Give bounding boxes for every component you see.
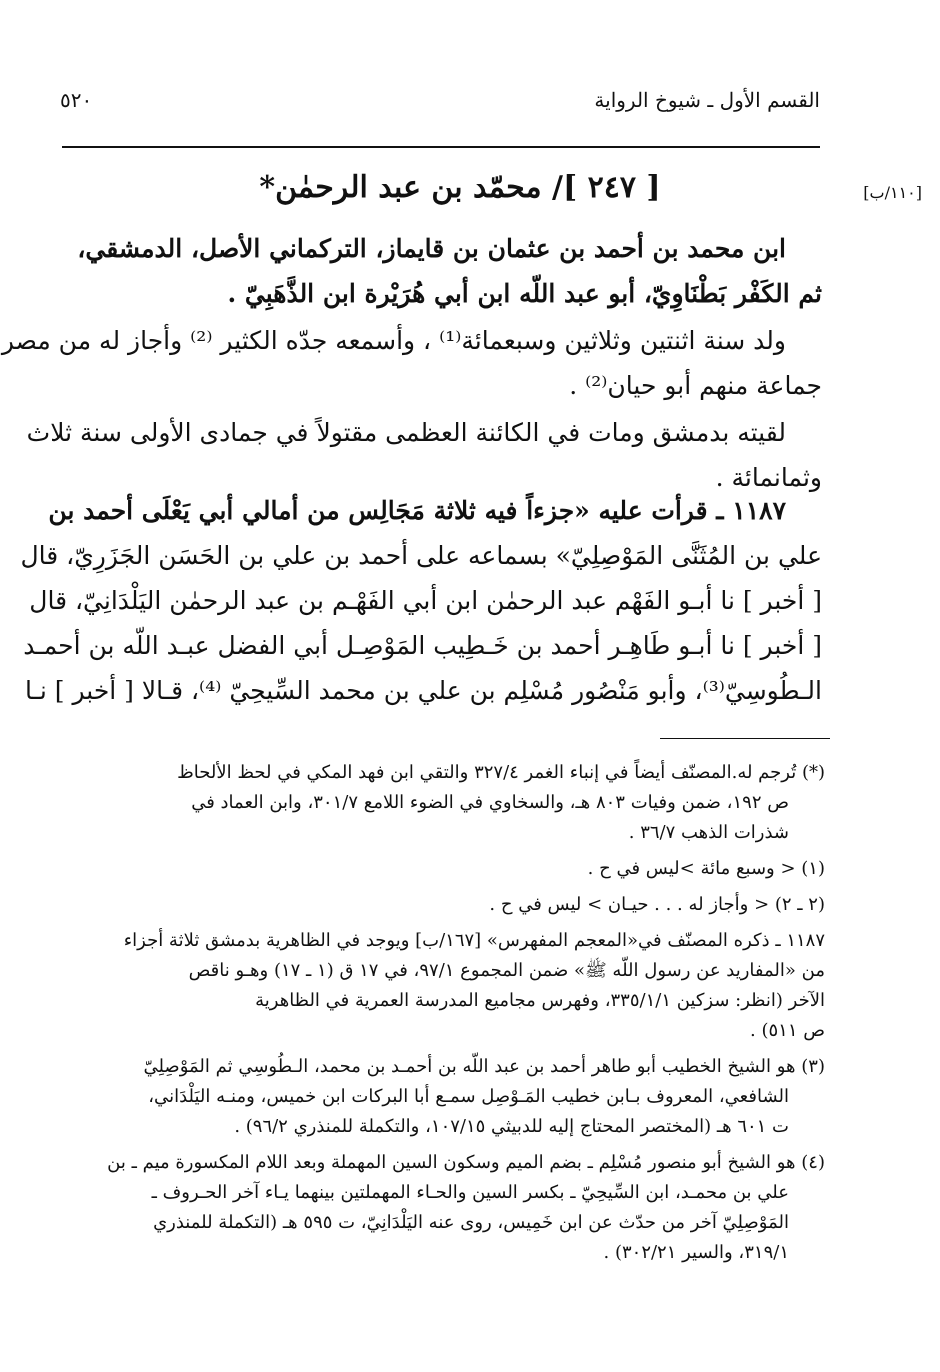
manuscript-folio-reference: [١١٠/ب] [863,183,922,202]
footnote-line: ص ٥١١) . [750,1020,825,1041]
entry-title: [ ٢٤٧ ]/ محمّد بن عبد الرحمٰن* [259,170,661,205]
hadith-1187-paragraph [20,488,822,713]
footnote-1187 [60,926,825,1046]
footnote-line: المَوْصِلِيّ آخر من حدّث عن ابن خَمِيس، روى عنه اليَلْدَانِيّ، ت ٥٩٥ هـ (التكملة للمنذري [153,1212,789,1233]
footnote-line: علي بن محمـد، ابن السِّيحِيّ ـ بكسر السين والحـاء المهملتين بينهما يـاء آخر الحـروف ـ [151,1182,789,1203]
birth-paragraph [1,318,822,408]
page-number: ٥٢٠ [60,88,93,112]
footnote-3 [60,1052,825,1142]
footnote-star [60,758,825,848]
footnote-2 [60,890,825,920]
footnote-line: (٣) هو الشيخ الخطيب أبو طاهر أحمد بن عبد اللّه بن أحمـد بن محمد، الـطُوسِي ثم المَوْصِلِيّ [143,1056,825,1077]
footnote-line: (١) < وسبع مائة >ليس في ح . [587,858,825,879]
footnote-line: (٤) هو الشيخ أبو منصور مُسْلِم ـ بضم الميم وسكون السين المهملة وبعد اللام المكسورة ميم ـ بن [107,1152,825,1173]
header-divider [62,146,820,148]
footnote-line: من «المفاريد عن رسول اللّه ﷺ» ضمن المجموع ٩٧/١، في ١٧ ق (١ ـ ١٧) وهـو ناقص [188,960,825,981]
footnotes [60,758,825,1274]
footnote-line: ٣١٩/١، والسير ٣٠٢/٢١) . [603,1242,789,1263]
footnote-line: الآخر (انظر: سزكين ٣٣٥/١/١، وفهرس مجاميع المدرسة العمرية في الظاهرية [255,990,825,1011]
text-line: وثمانمائة . [715,463,822,492]
footnote-line: ت ٦٠١ هـ (المختصر المحتاج إليه للدبيثي ١٠٧/١٥، والتكملة للمنذري ٩٦/٢) . [234,1116,789,1137]
running-header [60,88,820,128]
footnote-4 [60,1148,825,1268]
text-line: جماعة منهم أبو حيان⁽²⁾ . [569,371,822,400]
text-line: ثم الكَفْر بَطْنَاوِيّ، أبو عبد اللّه ابن أبي هُرَيْرة ابن الذَّهَبِيّ . [227,279,822,308]
footnote-line: (*) تُرجم له.المصنّف أيضاً في إنباء الغمر ٣٢٧/٤ والتقي ابن فهد المكي في لحظ الألحاظ [177,762,825,783]
text-line: ابن محمد بن أحمد بن عثمان بن قايماز، التركماني الأصل، الدمشقي، [77,234,786,263]
footnote-line: الشافعي، المعروف بـابن خطيب المَـوْصِل سمـع أبا البركات ابن خميس، ومنـه اليَلْدَاني، [148,1086,789,1107]
text-line: لقيته بدمشق ومات في الكائنة العظمى مقتولاً في جمادى الأولى سنة ثلاث [26,418,786,447]
section-title: القسم الأول ـ شيوخ الرواية [594,88,820,112]
footnote-divider [660,738,830,739]
text-line: [ أخبر ] نا أبـو الفَهْم عبد الرحمٰن ابن أبي الفَهْـم بن عبد الرحمٰن اليَلْدَانِيّ، قال [29,586,822,615]
text-line: ولد سنة اثنتين وثلاثين وسبعمائة⁽¹⁾ ، وأسمعه جدّه الكثير ⁽²⁾ وأجاز له من مصر [1,326,786,355]
footnote-line: (٢ ـ ٢) < وأجاز له . . . حيـان > ليس في ح . [489,894,825,915]
footnote-line: شذرات الذهب ٣٦/٧ . [628,822,789,843]
text-line: الـطُوسِيّ⁽³⁾، وأبو مَنْصُور مُسْلِم بن علي بن محمد السِّيحِيّ ⁽⁴⁾، قـالا [ أخبر ] نـا [24,676,822,705]
text-line: ١١٨٧ ـ قرأت عليه «جزءاً فيه ثلاثة مَجَالِس من أمالي أبي يَعْلَى أحمد بن [48,496,786,525]
footnote-1 [60,854,825,884]
text-line: علي بن المُثَنَّى المَوْصِلِيّ» بسماعه على أحمد بن علي بن الحَسَن الجَزَرِيّ، قال [20,541,822,570]
footnote-line: ١١٨٧ ـ ذكره المصنّف في«المعجم المفهرس» [١٦٧/ب] ويوجد في الظاهرية بدمشق ثلاثة أجزاء [123,930,825,951]
entry-intro-paragraph [70,226,822,316]
death-paragraph [26,410,822,500]
footnote-line: ص ١٩٢، ضمن وفيات ٨٠٣ هـ، والسخاوي في الضوء اللامع ٣٠١/٧، وابن العماد في [191,792,789,813]
text-line: [ أخبر ] نا أبـو طَاهِـر أحمد بن خَـطِيب المَوْصِـل أبي الفضل عبـد اللّه بن أحمـد [23,631,822,660]
